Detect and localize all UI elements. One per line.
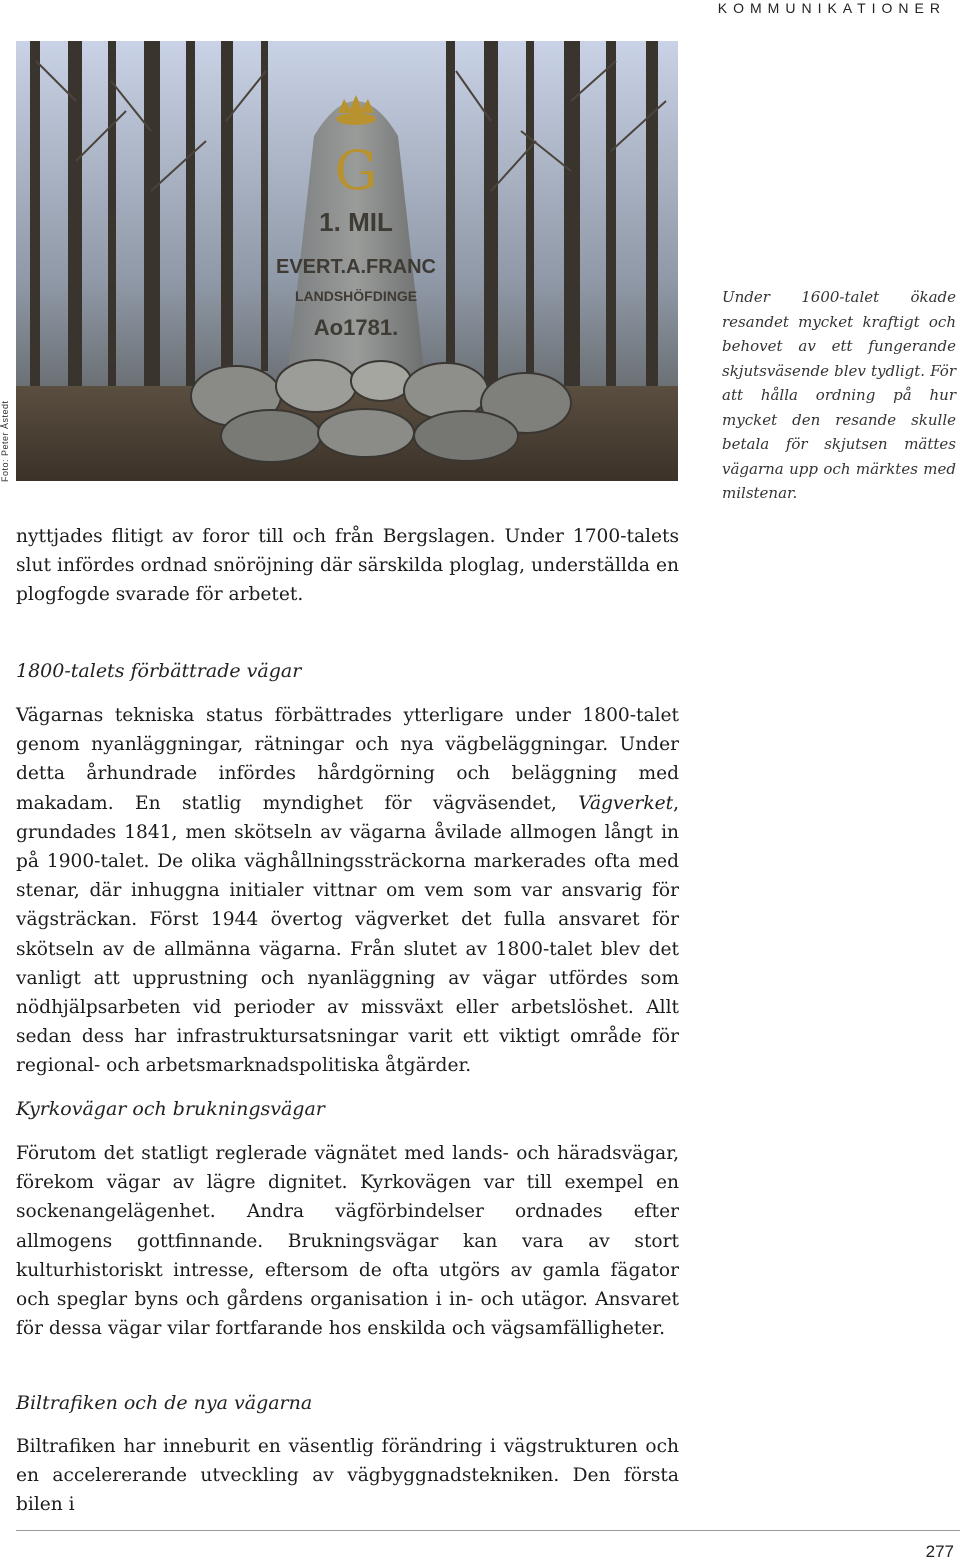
milestone-photo bbox=[16, 41, 678, 481]
section-kyrkovagar-text: Förutom det statligt reglerade vägnätet med lands- och häradsvägar, förekom vägar av lägre dignitet. Kyrkovägen var till exempel en sockenangelägenhet. Andra vägförbindelser ordnades efter allmogens gottfinnande. Brukningsvägar kan vara av stort kulturhistoriskt intresse, eftersom de ofta utgörs av gamla fägator och speglar byns och gårdens organisation i in- och utägor. Ansvaret för dessa vägar vilar fortfarande hos enskilda och vägsamfälligheter. bbox=[16, 1143, 679, 1340]
section-heading-kyrkovagar: Kyrkovägar och brukningsvägar bbox=[16, 1098, 325, 1120]
section-1800-text-b: , grundades 1841, men skötseln av vägarna åvilade allmogen långt in på 1900-talet. De olika väghållningssträckorna markerades ofta med stenar, där inhuggna initialer vittnar om vem som var ansvarig för vägsträckan. Först 1944 övertog vägverket det fulla ansvaret för skötseln av de allmänna vägarna. Från slutet av 1800-talet blev det vanligt att upprustning och nyanläggning av vägar utfördes som nödhjälpsarbeten vid perioder av missväxt eller arbetslöshet. Allt sedan dess har infrastruktursatsningar varit ett viktigt område för regional- och arbetsmarknadspolitiska åtgärder. bbox=[16, 792, 679, 1077]
section-1800-text-a: Vägarnas tekniska status förbättrades ytterligare under 1800-talet genom nyanläggningar, rätningar och nya vägbeläggningar. Under detta århundrade infördes hårdgörning och beläggning med makadam. En statlig myndighet för vägväsendet, bbox=[16, 705, 679, 814]
section-heading-1800: 1800-talets förbättrade vägar bbox=[16, 660, 302, 682]
section-1800-text bbox=[16, 701, 679, 1081]
running-header: KOMMUNIKATIONER bbox=[717, 0, 946, 16]
section-biltrafiken-body bbox=[16, 1432, 679, 1520]
section-biltrafiken-text: Biltrafiken har inneburit en väsentlig förändring i vägstrukturen och en accelererande utveckling av vägbyggnadstekniken. Den första bilen i bbox=[16, 1436, 679, 1516]
section-1800-body bbox=[16, 701, 679, 1081]
stone-line-4: Ao1781. bbox=[313, 315, 399, 340]
stone-line-2: EVERT.A.FRANC bbox=[275, 256, 437, 278]
footer-rule bbox=[16, 1530, 960, 1531]
vagverket-emphasis: Vägverket bbox=[578, 792, 674, 814]
photo-caption bbox=[722, 285, 956, 506]
photo-credit: Foto: Peter Åstedt bbox=[0, 400, 10, 482]
section-heading-biltrafiken: Biltrafiken och de nya vägarna bbox=[16, 1392, 313, 1414]
intro-text: nyttjades flitigt av foror till och från Bergslagen. Under 1700-talets slut infördes ordnad snöröjning där särskilda ploglag, underställda en plogfogde svarade för arbetet. bbox=[16, 526, 679, 606]
stone-line-3: LANDSHÖFDINGE bbox=[294, 288, 418, 304]
caption-text: Under 1600-talet ökade resandet mycket kraftigt och behovet av ett fungerande skjutsväsende blev tydligt. För att hålla ordning på hur mycket den resande skulle betala för skjutsen mättes vägarna upp och märktes med milstenar. bbox=[722, 288, 956, 502]
intro-paragraph bbox=[16, 522, 679, 610]
stone-line-1: 1. MIL bbox=[319, 207, 393, 237]
page-number: 277 bbox=[925, 1542, 954, 1561]
section-kyrkovagar-body bbox=[16, 1139, 679, 1343]
svg-text:G: G bbox=[334, 139, 378, 202]
